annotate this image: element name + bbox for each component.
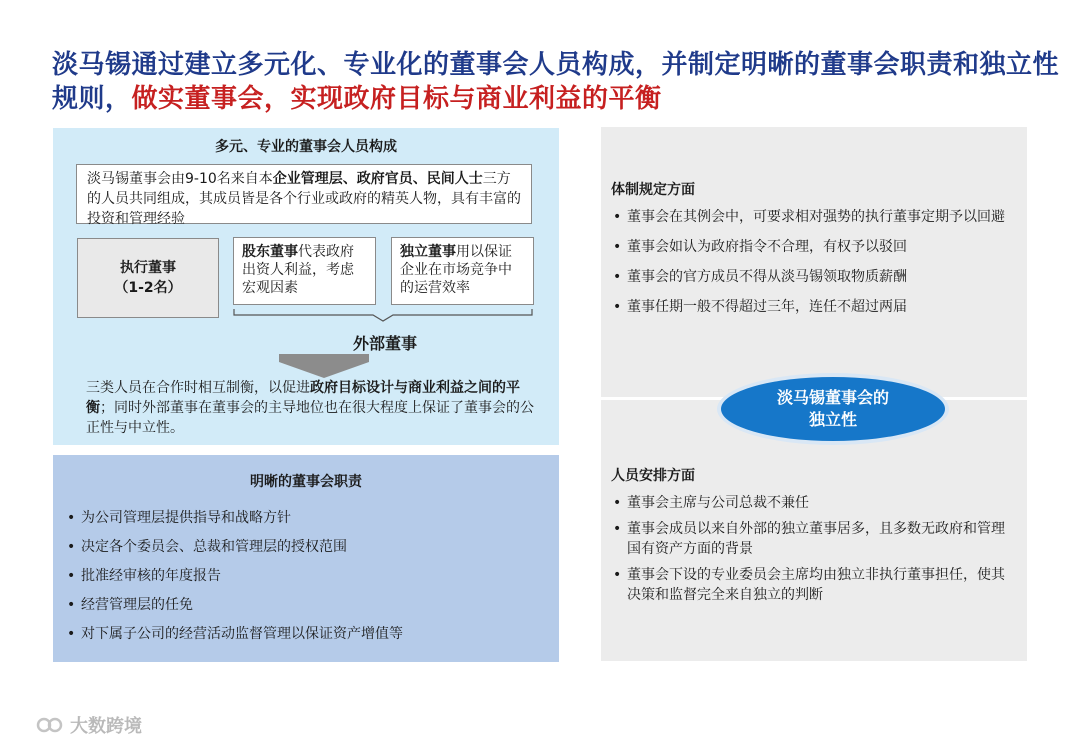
summary-text-c: ；同时外部董事在董事会的主导地位也在很大程度上保证了董事会的公正性与中立性。 <box>86 400 534 436</box>
summary-text-b: 政府目标设计与商业利益之间的平衡 <box>86 380 520 416</box>
bullet-icon: • <box>67 597 76 613</box>
list-item: • 董事任期一般不得超过三年，连任不超过两届 <box>613 299 907 315</box>
bullet-icon: • <box>613 269 622 285</box>
shareholder-director-text: 代表政府出资人利益，考虑宏观因素 <box>242 244 354 296</box>
duties-heading: 明晰的董事会职责 <box>250 474 362 490</box>
list-item: • 董事会下设的专业委员会主席均由独立非执行董事担任，使其决策和监督完全来自独立的判断 <box>613 567 1005 603</box>
composition-panel <box>53 128 559 445</box>
personnel-list <box>613 493 1013 605</box>
bullet-icon: • <box>67 510 76 526</box>
outer-director-label: 外部董事 <box>353 334 418 353</box>
list-item: • 董事会的官方成员不得从淡马锡领取物质薪酬 <box>613 269 907 285</box>
institutional-list <box>613 207 1013 317</box>
bullet-icon: • <box>613 299 622 315</box>
bullet-icon: • <box>613 567 622 583</box>
bullet-icon: • <box>67 539 76 555</box>
bullet-icon: • <box>67 568 76 584</box>
executive-director-box <box>77 238 219 318</box>
watermark-logo-icon <box>36 715 64 735</box>
list-item: • 董事会在其例会中，可要求相对强势的执行董事定期予以回避 <box>613 209 1005 225</box>
oval-line-2: 独立性 <box>808 410 857 429</box>
down-arrow-icon <box>279 354 369 378</box>
executive-director-label: 执行董事 <box>120 260 176 276</box>
composition-description-box <box>76 164 532 227</box>
outer-director-brace <box>233 308 533 322</box>
list-item: • 董事会如认为政府指令不合理，有权予以驳回 <box>613 239 907 255</box>
watermark <box>36 712 142 738</box>
watermark-text: 大数跨境 <box>70 716 142 737</box>
independent-director-box <box>391 237 534 305</box>
list-item: • 决定各个委员会、总裁和管理层的授权范围 <box>67 539 347 555</box>
independence-oval <box>717 373 949 445</box>
independence-panel <box>601 127 1027 661</box>
list-item: • 董事会主席与公司总裁不兼任 <box>613 495 809 511</box>
composition-heading: 多元、专业的董事会人员构成 <box>215 139 397 155</box>
independent-director-text: 用以保证企业在市场竞争中的运营效率 <box>400 244 512 296</box>
executive-director-count: （1-2名） <box>114 280 182 296</box>
duties-panel <box>53 455 559 662</box>
summary-text-a: 三类人员在合作时相互制衡，以促进 <box>86 380 310 396</box>
shareholder-director-label: 股东董事 <box>242 244 298 260</box>
institutional-heading: 体制规定方面 <box>611 182 695 198</box>
bullet-icon: • <box>613 521 622 537</box>
bullet-icon: • <box>67 626 76 642</box>
personnel-heading: 人员安排方面 <box>611 468 695 484</box>
composition-summary <box>86 378 542 438</box>
bullet-icon: • <box>613 239 622 255</box>
independent-director-label: 独立董事 <box>400 244 456 260</box>
desc-text-a: 淡马锡董事会由9-10名来自本 <box>87 171 273 187</box>
desc-text-b: 企业管理层、政府官员、民间人士 <box>272 171 483 187</box>
list-item: • 董事会成员以来自外部的独立董事居多，且多数无政府和管理国有资产方面的背景 <box>613 521 1005 557</box>
title-part-1: 淡马锡通过建立多元化、专业化的董事会人员构成，并制定明晰的董事会职责和独立性规则， <box>52 50 1060 114</box>
list-item: • 经营管理层的任免 <box>67 597 193 613</box>
duties-list <box>67 508 403 644</box>
shareholder-director-box <box>233 237 376 305</box>
title-part-2: 做实董事会，实现政府目标与商业利益的平衡 <box>131 84 662 114</box>
page-title <box>52 48 1062 116</box>
bullet-icon: • <box>613 209 622 225</box>
bullet-icon: • <box>613 495 622 511</box>
list-item: • 批准经审核的年度报告 <box>67 568 221 584</box>
desc-text-c: 三方的人员共同组成，其成员皆是各个行业或政府的精英人物，具有丰富的投资和管理经验 <box>87 171 521 227</box>
list-item: • 对下属子公司的经营活动监督管理以保证资产增值等 <box>67 626 403 642</box>
oval-line-1: 淡马锡董事会的 <box>776 388 889 407</box>
list-item: • 为公司管理层提供指导和战略方针 <box>67 510 291 526</box>
